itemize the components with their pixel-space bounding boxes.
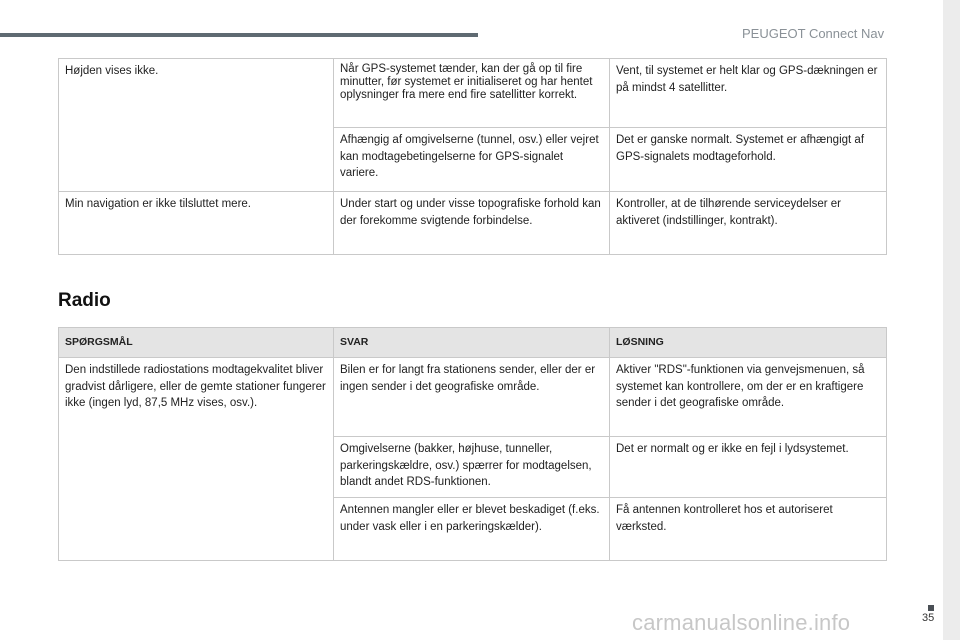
column-header-question: SPØRGSMÅL [59, 328, 334, 358]
table-row [59, 192, 887, 255]
solution-cell: Få antennen kontrolleret hos et autoriseret værksted. [610, 498, 887, 561]
header-bar [0, 33, 478, 37]
solution-cell: Det er ganske normalt. Systemet er afhængigt af GPS-signalets modtageforhold. [610, 128, 887, 192]
answer-cell: Når GPS-systemet tænder, kan der gå op til fire minutter, før systemet er initialiseret og har hentet oplysninger fra mere end fire satellitter korrekt. [334, 59, 610, 128]
radio-troubleshooting-table [58, 327, 887, 561]
answer-cell: Afhængig af omgivelserne (tunnel, osv.) eller vejret kan modtagebetingelserne for GPS-signalet variere. [334, 128, 610, 192]
solution-cell: Det er normalt og er ikke en fejl i lydsystemet. [610, 437, 887, 498]
table-row [59, 59, 887, 128]
table-row [59, 358, 887, 437]
solution-cell: Vent, til systemet er helt klar og GPS-dækningen er på mindst 4 satellitter. [610, 59, 887, 128]
answer-cell: Omgivelserne (bakker, højhuse, tunneller, parkeringskældre, osv.) spærrer for modtagelsen, blandt andet RDS-funktionen. [334, 437, 610, 498]
solution-cell: Kontroller, at de tilhørende serviceydelser er aktiveret (indstillinger, kontrakt). [610, 192, 887, 255]
solution-cell: Aktiver "RDS"-funktionen via genvejsmenuen, så systemet kan kontrollere, om der er en kraftigere sender i det geografiske område. [610, 358, 887, 437]
gps-troubleshooting-table [58, 58, 887, 255]
answer-cell: Under start og under visse topografiske forhold kan der forekomme svigtende forbindelse. [334, 192, 610, 255]
question-cell: Den indstillede radiostations modtagekvalitet bliver gradvist dårligere, eller de gemte stationer fungerer ikke (ingen lyd, 87,5 MHz vises, osv.). [59, 358, 334, 561]
column-header-answer: SVAR [334, 328, 610, 358]
watermark: carmanualsonline.info [632, 610, 851, 635]
question-cell: Højden vises ikke. [59, 59, 334, 192]
page-marker [928, 605, 934, 611]
question-cell: Min navigation er ikke tilsluttet mere. [59, 192, 334, 255]
section-title-radio: Radio [58, 290, 111, 311]
answer-cell: Antennen mangler eller er blevet beskadiget (f.eks. under vask eller i en parkeringskælder). [334, 498, 610, 561]
column-header-solution: LØSNING [610, 328, 887, 358]
page-number: 35 [922, 612, 935, 624]
brand-title: PEUGEOT Connect Nav [742, 26, 885, 41]
answer-cell: Bilen er for langt fra stationens sender, eller der er ingen sender i det geografiske område. [334, 358, 610, 437]
table-header-row [59, 328, 887, 358]
side-margin-strip [943, 0, 960, 640]
